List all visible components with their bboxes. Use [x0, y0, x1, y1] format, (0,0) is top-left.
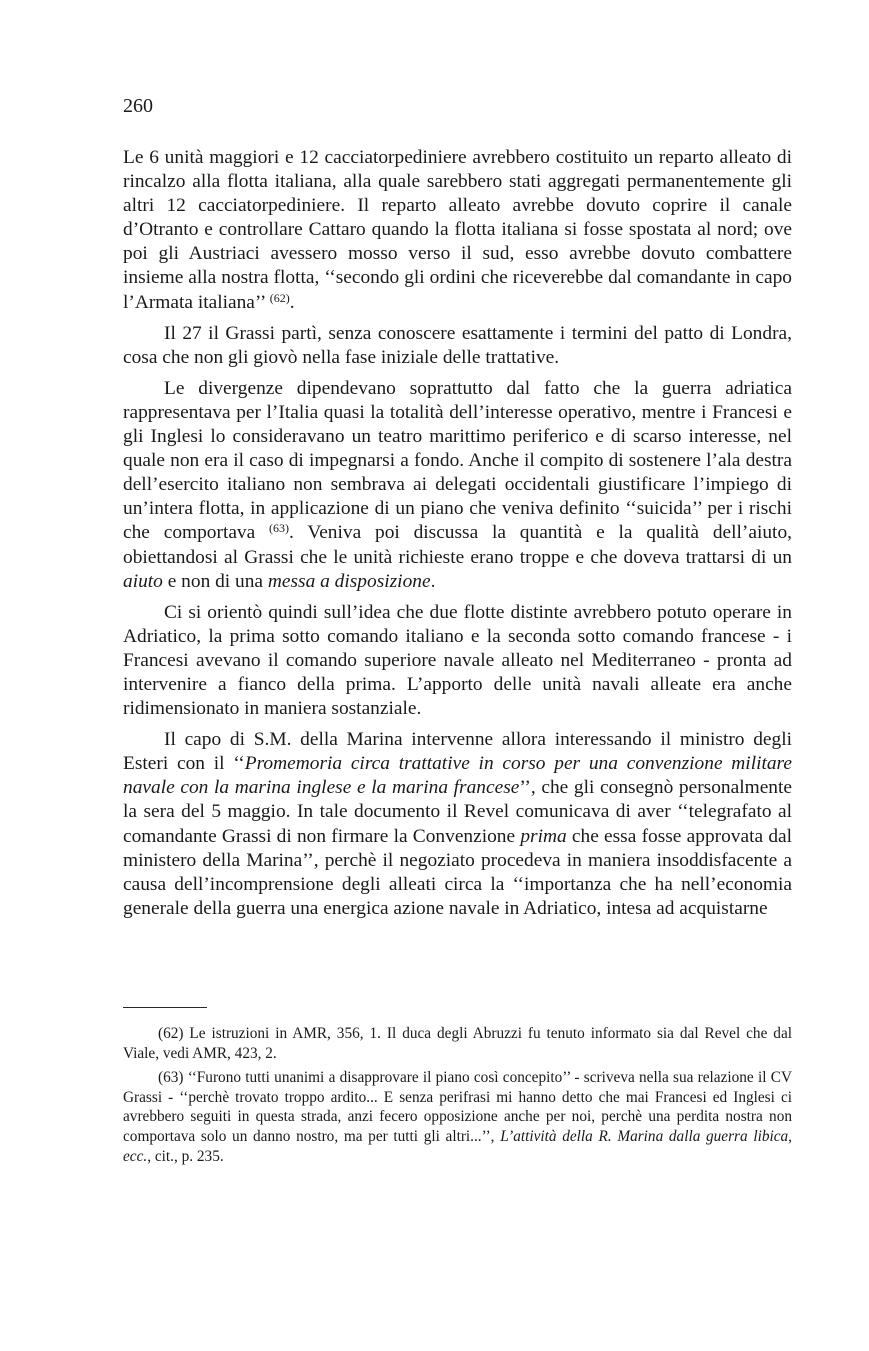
footnote-63-text-a: (63) ‘‘Furono tutti unanimi a disapprovare il piano così concepito’’ - scriveva nella sua relazione il CV Grassi - ‘‘perchè trovato troppo ardito... E senza perifrasi mi hanno detto che mai Francesi ed Inglesi ci avrebbero seguiti in questa strada, anzi fecero opposizione anche per noi, perchè una perdita nostra non comportava solo un danno nostro, ma per tutti gli altri...’’,: [123, 1069, 792, 1145]
paragraph-5-italic-title: Promemoria circa trattative in corso per una convenzione militare navale con la marina inglese e la marina francese: [123, 753, 792, 799]
footnote-ref-62: (62): [269, 290, 290, 305]
paragraph-3-text-b: . Veniva poi discussa la quantità e la qualità dell’aiuto, obiettandosi al Grassi che le unità richieste erano troppe e che doveva trattarsi di un: [123, 522, 792, 568]
footnote-63-italic-title: L’attività della R. Marina dalla guerra libica, ecc.: [123, 1127, 792, 1165]
paragraph-4: Ci si orientò quindi sull’idea che due flotte distinte avrebbero potuto operare in Adriatico, la prima sotto comando italiano e la seconda sotto comando francese - i Francesi avevano il comando superiore navale alleato nel Mediterraneo - pronta ad intervenire a fianco della prima. L’apporto delle unità navali alleate era anche ridimensionato in maniera sostanziale.: [123, 601, 792, 720]
paragraph-3-italic-aiuto: aiuto: [123, 570, 163, 592]
paragraph-3-text-c: e non di una: [162, 570, 268, 592]
footnote-63: [123, 1068, 792, 1166]
body-text: [123, 146, 792, 928]
paragraph-1-end: .: [289, 291, 295, 313]
paragraph-3: [123, 377, 792, 594]
footnote-63-text-b: , cit., p. 235.: [147, 1147, 224, 1165]
paragraph-5-text-a: Il capo di S.M. della Marina intervenne allora interessando il ministro degli Esteri con il ‘‘: [123, 729, 792, 775]
paragraph-5-text-c: che essa fosse approvata dal ministero della Marina’’, perchè il negoziato procedeva in maniera insoddisfacente a causa dell’incomprensione degli alleati circa la ‘‘importanza che ha nell’economia generale della guerra una energica azione navale in Adriatico, intesa ad acquistarne: [123, 825, 793, 919]
footnote-separator: [123, 1007, 207, 1008]
paragraph-3-italic-messa: messa a disposizione: [267, 570, 431, 592]
paragraph-3-text-d: .: [430, 570, 436, 592]
page-number: 260: [123, 95, 153, 117]
footnote-ref-63: (63): [269, 521, 290, 536]
paragraph-5-text-b: ’’, che gli consegnò personalmente la sera del 5 maggio. In tale documento il Revel comunicava di aver ‘‘telegrafato al comandante Grassi di non firmare la Convenzione: [123, 777, 792, 847]
footnotes: [123, 1024, 792, 1171]
paragraph-1: [123, 146, 792, 315]
paragraph-2: Il 27 il Grassi partì, senza conoscere esattamente i termini del patto di Londra, cosa che non gli giovò nella fase iniziale delle trattative.: [123, 322, 792, 368]
paragraph-5: [123, 728, 792, 921]
footnote-62: (62) Le istruzioni in AMR, 356, 1. Il duca degli Abruzzi fu tenuto informato sia dal Revel che dal Viale, vedi AMR, 423, 2.: [123, 1025, 792, 1062]
paragraph-1-text: Le 6 unità maggiori e 12 cacciatorpediniere avrebbero costituito un reparto alleato di rincalzo alla flotta italiana, alla quale sarebbero stati aggregati permanentemente gli altri 12 cacciatorpediniere. Il reparto alleato avrebbe dovuto coprire il canale d’Otranto e controllare Cattaro quando la flotta italiana si fosse spostata al nord; ove poi gli Austriaci avessero mosso verso il sud, esso avrebbe dovuto combattere insieme alla nostra flotta, ‘‘secondo gli ordini che riceverebbe dal comandante in capo l’Armata italiana’’: [123, 147, 792, 313]
paragraph-5-italic-prima: prima: [520, 825, 567, 847]
paragraph-3-text-a: Le divergenze dipendevano soprattutto dal fatto che la guerra adriatica rappresentava per l’Italia quasi la totalità dell’interesse operativo, mentre i Francesi e gli Inglesi lo consideravano un teatro marittimo periferico e di scarso interesse, nel quale non era il caso di impegnarsi a fondo. Anche il compito di sostenere l’ala destra dell’esercito italiano non sembrava ai delegati occidentali giustificare l’impiego di un’intera flotta, in applicazione di un piano che veniva definito ‘‘suicida’’ per i rischi che comportava: [123, 377, 792, 544]
